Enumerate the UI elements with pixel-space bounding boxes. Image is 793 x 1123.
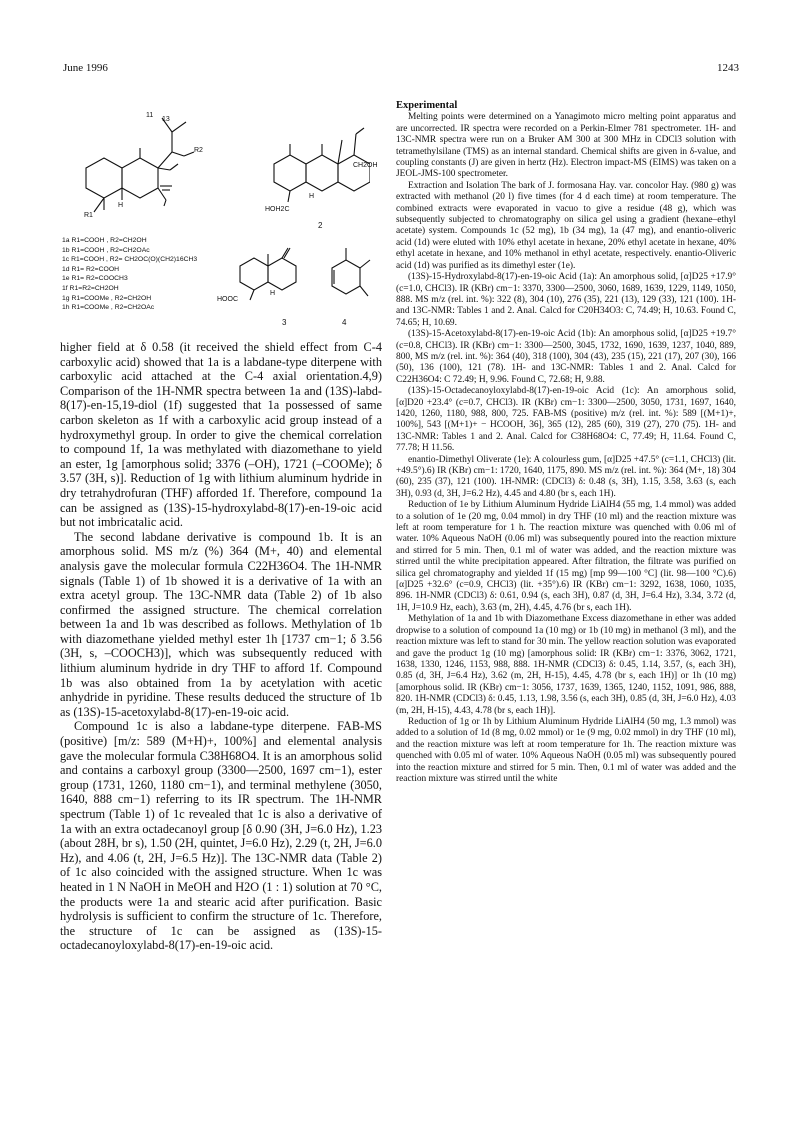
compound-legend [62, 236, 197, 313]
right-column [396, 100, 736, 785]
compound-label-4: 4 [342, 318, 347, 327]
paragraph: (13S)-15-Hydroxylabd-8(17)-en-19-oic Acid (1a): An amorphous solid, [α]D25 +17.9° (c=1.0, CHCl3). IR (KBr) cm−1: 3370, 3300—2500, 3060, 1689, 1639, 1229, 1149, 1050, 888. MS m/z (rel. int. %): 322 (8), 304 (10), 276 (35), 221 (13), 129 (33), 121 (100). 1H- and 13C-NMR: Tables 1 and 2. Anal. Calcd for C20H34O3: C, 74.49; H, 10.63. Found C, 74.65; H, 10.69. [396, 272, 736, 328]
compound-label-3: 3 [282, 318, 287, 327]
paragraph: Reduction of 1e by Lithium Aluminum Hydride LiAlH4 (55 mg, 1.4 mmol) was added to a solution of 1e (20 mg, 0.04 mmol) in dry THF (10 ml) and the reaction mixture was left at room temperature for 1 h. The reaction mixture was quenched with 0.06 ml of water. 10% Aqueous NaOH (0.06 ml) was subsequently poured into the reaction mixture and stirred for 5 min. Then, 0.1 ml of water was added, and the reaction mixture was stirred until the white precipitation appeared. After filtration, the filtrate was purified on silica gel chromatography and yielded 1f (15 mg) [mp 99—100 °C] (lit. 98—100 °C).6) [α]D25 +32.6° (c=0.9, CHCl3) (lit. +35°).6) IR (KBr) cm−1: 3292, 1638, 1060, 1035, 896. 1H-NMR (CDCl3) δ: 0.61, 0.94 (s, each 3H), 0.87 (d, 3H, J=6.4 Hz), 3.34, 3.72 (d, 1H, J=10.9 Hz, each), 3.63 (m, 2H), 4.45, 4.76 (br s, each 1H). [396, 500, 736, 613]
compound-label-2: 2 [318, 221, 323, 230]
section-heading: Experimental [396, 100, 458, 111]
label-h-1: H [118, 202, 124, 209]
paragraph: Melting points were determined on a Yanagimoto micro melting point apparatus and are uncorrected. IR spectra were recorded on a Perkin-Elmer 781 spectrometer. 1H- and 13C-NMR spectra were run on a Bruker AM 300 at 300 MHz in CDCl3 solution with tetramethylsilane (TMS) as an internal standard. Chemical shifts are given in δ-value, and coupling constants (J) are given in hertz (Hz). Electron impact-MS (EIMS) was taken on a JEOL-JMS-100 spectrometer. [396, 112, 736, 180]
experimental-section [396, 100, 736, 785]
label-c11: 11 [146, 112, 154, 119]
label-hooc: HOOC [217, 296, 238, 303]
paragraph: higher field at δ 0.58 (it received the shield effect from C-4 carboxylic acid) showed that 1a is a labdane-type diterpene with carboxylic acid attached at the C-4 axial orientation.4,9) Comparison of the 1H-NMR spectra between 1a and (13S)-labd-8(17)-en-15,19-diol (1f) suggested that 1a possessed of same carbon skeleton as 1f with a carboxylic acid group instead of a hydroxymethyl group. In order to give the chemical correlation to compound 1f, 1a was methylated with diazomethane to yield an ester, 1g [amorphous solid; 3376 (–OH), 1721 (–COOMe); δ 3.57 (3H, s)]. Reduction of 1g with lithium aluminum hydride in dry tetrahydrofuran (THF) afforded 1f. Therefore, compound 1a can be assigned as (13S)-15-hydroxylabd-8(17)-en-19-oic acid but not imbricatalic acid. [60, 340, 382, 530]
label-c13: 13 [162, 116, 170, 123]
label-r1: R1 [84, 212, 93, 219]
label-r2: R2 [194, 147, 203, 154]
legend-item: 1f R1=R2=CH2OH [62, 284, 119, 292]
left-column [60, 100, 382, 953]
paragraph: Methylation of 1a and 1b with Diazomethane Excess diazomethane in ether was added dropwise to a solution of compound 1a (10 mg) or 1b (10 mg) in methanol (3 ml), and the reaction mixture was left to stand for 30 min. The yellow reaction solution was evaporated and gave the product 1g (10 mg) [amorphous solid: IR (KBr) cm−1: 3376, 3062, 1721, 1638, 1330, 1246, 1153, 988, 888. 1H-NMR (CDCl3) δ: 0.45, 1.14, 3.57, (s, each 3H), 0.85 (d, 3H, J=6.4 Hz), 3.62 (m, 2H, H-15), 4.45, 4.78 (br s, each 1H)] or 1h (10 mg) [amorphous solid. IR (KBr) cm−1: 3056, 1737, 1639, 1365, 1240, 1152, 1091, 986, 888, 820. 1H-NMR (CDCl3) δ: 0.45, 1.13, 1.98, 3.56 (s, each 3H), 0.85 (d, 3H, J=6.0 Hz), 4.03 (m, 2H, H-15), 4.43, 4.78 (br s, each 1H)]. [396, 614, 736, 716]
legend-item: 1g R1=COOMe , R2=CH2OH [62, 294, 152, 302]
page-number: 1243 [717, 62, 739, 74]
legend-item: 1d R1= R2=COOH [62, 265, 120, 273]
structure-4-drawing [322, 242, 376, 312]
structures-figure [60, 100, 382, 340]
paragraph: Reduction of 1g or 1h by Lithium Aluminum Hydride LiAlH4 (50 mg, 1.3 mmol) was added to a solution of 1d (8 mg, 0.02 mmol) or 1e (9 mg, 0.02 mmol) in dry THF (10 ml), and the reaction mixture was left at room temperature for 1h. The reaction mixture was quenched with 0.05 ml of water. 10% Aqueous NaOH (0.05 ml) was subsequently poured into the reaction mixture and stirred for 5 min. Then, 0.1 ml of water was added and the reaction mixture was stirred until the white [396, 716, 736, 784]
legend-item: 1e R1= R2=COOCH3 [62, 275, 128, 283]
paragraph: (13S)-15-Acetoxylabd-8(17)-en-19-oic Acid (1b): An amorphous solid, [α]D25 +19.7° (c=0.8, CHCl3). IR (KBr) cm−1: 3300—2500, 3045, 1732, 1690, 1639, 1237, 1040, 889, 800, MS m/z (rel. int. %): 364 (40), 318 (100), 304 (43), 235 (15), 221 (17), 207 (30), 166 (50), 136 (100), 121 (78). 1H- and 13C-NMR: Tables 1 and 2. Anal. Calcd for C22H36O4: C 72.49; H, 9.96. Found C, 72.68; H, 9.88. [396, 329, 736, 385]
structure-2-drawing [260, 106, 370, 211]
running-header-date: June 1996 [63, 62, 108, 74]
legend-item: 1b R1=COOH , R2=CH2OAc [62, 246, 150, 254]
label-ch2oh: CH2OH [353, 162, 378, 169]
legend-item: 1c R1=COOH , R2= CH2OC(O)(CH2)16CH3 [62, 256, 198, 264]
paragraph: enantio-Dimethyl Oliverate (1e): A colourless gum, [α]D25 +47.5° (c=1.1, CHCl3) (lit. +49.5°).6) IR (KBr) cm−1: 1720, 1640, 1175, 890. MS m/z (rel. int. %): 364 (M+, 18) 304 (60), 235 (37), 121 (100). 1H-NMR: (CDCl3) δ: 0.48 (s, 3H), 1.15, 3.58, 3.63 (s, each 3H), 0.93 (d, 3H, J=6.2 Hz), 4.45 and 4.80 (br s, each 1H). [396, 454, 736, 499]
legend-item: 1a R1=COOH , R2=CH2OH [62, 237, 147, 244]
label-hoh2c: HOH2C [265, 206, 290, 213]
paragraph: Compound 1c is also a labdane-type diterpene. FAB-MS (positive) [m/z: 589 (M+H)+, 100%] and elemental analysis gave the molecular formula C38H68O4. It is an amorphous solid and contains a carboxyl group (3300—2500, 1697 cm−1), ester group (1731, 1260, 1180 cm−1), and terminal methylene (3050, 1640, 888 cm−1) referring to its IR spectrum. The 1H-NMR spectrum (Table 1) of 1c revealed that 1c is also a derivative of 1a with an extra octadecanoyl group [δ 0.90 (3H, J=6.0 Hz), 1.23 (about 28H, br s), 1.50 (2H, quintet, J=6.0 Hz), 2.29 (t, 2H, J=6.0 Hz), and 4.06 (t, 2H, J=6.5 Hz)]. The 13C-NMR data (Table 2) of 1c also coincided with the assigned structure. When 1c was heated in 1 N NaOH in MeOH and H2O (1 : 1) solution at 70 °C, the products were 1a and stearic acid after purification. Basic hydrolysis is sufficient to confirm the structure of 1c. Therefore, the structure of 1c can be assigned as (13S)-15-octadecanoyloxylabd-8(17)-en-19-oic acid. [60, 719, 382, 953]
paragraph: The second labdane derivative is compound 1b. It is an amorphous solid. MS m/z (%) 364 (M+, 40) and elemental analysis gave the molecular formula C22H36O4. The 1H-NMR signals (Table 1) of 1b showed it is a derivative of 1a with an extra acetyl group. The 13C-NMR data (Table 2) of 1b also confirmed the assigned structure. The chemical correlation between 1a and 1b was described as follows. Methylation of 1b with diazomethane yielded methyl ester 1h [1737 cm−1; δ 3.56 (3H, s, –COOCH3)], which was subsequently reduced with lithium aluminum hydride in dry THF to afford 1f. Compound 1b was also obtained from 1a by acetylation with acetic anhydride in pyridine. These results deduced the structure of 1b as (13S)-15-acetoxylabd-8(17)-en-19-oic acid. [60, 529, 382, 719]
legend-item: 1h R1=COOMe , R2=CH2OAc [62, 304, 155, 312]
paragraph: Extraction and Isolation The bark of J. formosana Hay. var. concolor Hay. (980 g) was extracted with methanol (20 l) five times (for 4 d each time) at room temperature. The combined extracts were evaporated in vacuo to give a residue (48 g), which was subsequently subjected to chromatography on silica gel using a gradient (hexane–ethyl acetate) system. Compounds 1c (52 mg), 1b (34 mg), 1a (47 mg), and enantio-oliveric acid (1d) were eluted with 10% ethyl acetate in hexane, 20% ethyl acetate in hexane, 40% ethyl acetate in hexane, and 10% methanol in ethyl acetate, respectively. enantio-Oliveric acid (1d) was purified as its dimethyl ester (1e). [396, 180, 736, 271]
structure-3-drawing [228, 242, 308, 312]
label-h-3: H [270, 290, 276, 297]
left-body-text [60, 340, 382, 953]
paragraph: (13S)-15-Octadecanoyloxylabd-8(17)-en-19-oic Acid (1c): An amorphous solid, [α]D20 +23.4° (c=0.7, CHCl3). IR (KBr) cm−1: 3300—2500, 3050, 1731, 1697, 1640, 1420, 1260, 1180, 988, 800, 725. FAB-MS (positive) m/z (rel. int. %): 589 [(M+1)+, 100%], 543 [(M+1)+ − HCOOH, 36], 365 (12), 285 (60), 319 (27), 270 (75). 1H- and 13C-NMR: Tables 1 and 2. Anal. Calcd for C38H68O4: C, 77.49; H, 11.64. Found C, 77.78; H 11.56. [396, 386, 736, 454]
label-h-2: H [309, 193, 315, 200]
